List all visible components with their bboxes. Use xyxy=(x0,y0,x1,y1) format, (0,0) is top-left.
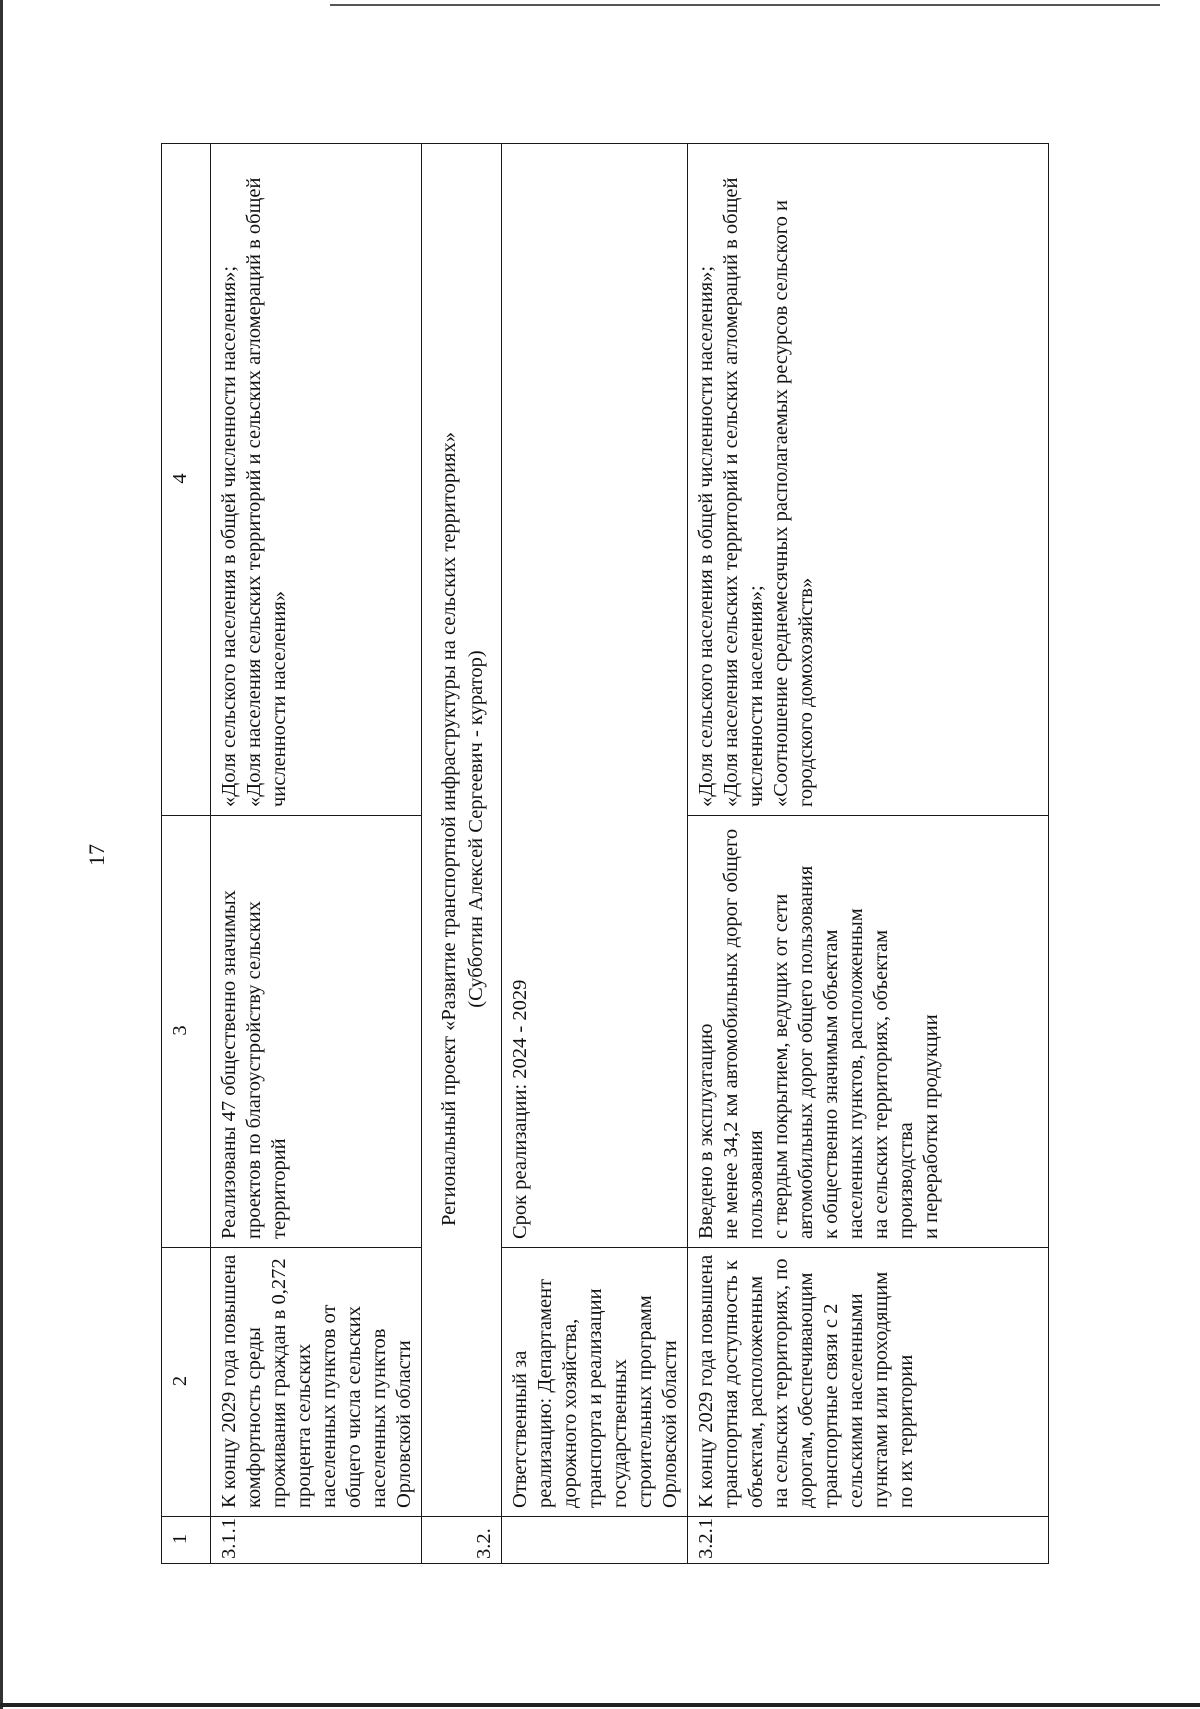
header-row xyxy=(162,144,211,1564)
program-table xyxy=(161,143,1049,1564)
result-cell xyxy=(688,816,1049,1248)
header-col-4: 4 xyxy=(162,144,211,816)
rotated-table-wrapper xyxy=(161,144,1049,1564)
header-col-3: 3 xyxy=(162,816,211,1248)
regional-project-title: Региональный проект «Развитие транспортной инфраструктуры на сельских территориях» xyxy=(437,432,460,1227)
indicator-line: «Доля сельского населения в общей численности населения»; xyxy=(695,265,717,807)
regional-project-title-cell xyxy=(422,144,502,1517)
row-number: 3.1.1 xyxy=(211,1517,422,1564)
indicator-line: «Доля сельского населения в общей численности населения»; xyxy=(218,265,240,807)
period-cell: Срок реализации: 2024 - 2029 xyxy=(502,144,688,1248)
scan-bottom-border xyxy=(0,1703,1200,1707)
header-col-2: 2 xyxy=(162,1248,211,1517)
header-col-1: 1 xyxy=(162,1517,211,1564)
task-cell: К концу 2029 года повышена транспортная доступность к объектам, расположенным на сельских территориях, по дорогам, обеспечивающим транспортные связи с 2 сельскими населенными пунктами или проходящим по их территории xyxy=(688,1248,1049,1517)
indicators-cell xyxy=(688,144,1049,816)
regional-project-curator: (Субботин Алексей Сергеевич - куратор) xyxy=(464,650,487,1008)
indicator-line: «Доля населения сельских территорий и сельских агломераций в общей численности населения» xyxy=(243,177,290,807)
result-line: с твердым покрытием, ведущих от сети автомобильных дорог общего пользования xyxy=(770,865,817,1239)
result-line: и переработки продукции xyxy=(920,1014,942,1239)
scan-left-border xyxy=(0,0,3,1709)
indicators-cell xyxy=(211,144,422,816)
result-line: не менее 34,2 км автомобильных дорог общего пользования xyxy=(720,828,767,1239)
indicator-line: «Доля населения сельских территорий и сельских агломераций в общей численности населения»; xyxy=(720,177,767,807)
table-row-3-2 xyxy=(422,144,502,1564)
result-line: к общественно значимым объектам населенных пунктов, расположенным xyxy=(820,908,867,1239)
row-number: 3.2. xyxy=(422,1517,502,1564)
indicator-line: «Соотношение среднемесячных располагаемых ресурсов сельского и городского домохозяйств» xyxy=(770,200,817,807)
result-line: на сельских территориях, объектам производства xyxy=(870,929,917,1239)
result-line: Введено в эксплуатацию xyxy=(695,1023,717,1239)
page-number: 17 xyxy=(84,844,109,866)
task-cell: К концу 2029 года повышена комфортность среды проживания граждан в 0,272 процента сельских населенных пунктов от общего числа сельских населенных пунктов Орловской области xyxy=(211,1248,422,1517)
result-cell: Реализованы 47 общественно значимых проектов по благоустройству сельских территорий xyxy=(211,816,422,1248)
empty-number-cell xyxy=(502,1517,688,1564)
responsible-cell: Ответственный за реализацию: Департамент дорожного хозяйства, транспорта и реализации государственных строительных программ Орловской области xyxy=(502,1248,688,1517)
table-row-3-2-info xyxy=(502,144,688,1564)
table-row-3-2-1 xyxy=(688,144,1049,1564)
table-row-3-1-1 xyxy=(211,144,422,1564)
scan-top-border xyxy=(330,4,1160,6)
row-number: 3.2.1 xyxy=(688,1517,1049,1564)
